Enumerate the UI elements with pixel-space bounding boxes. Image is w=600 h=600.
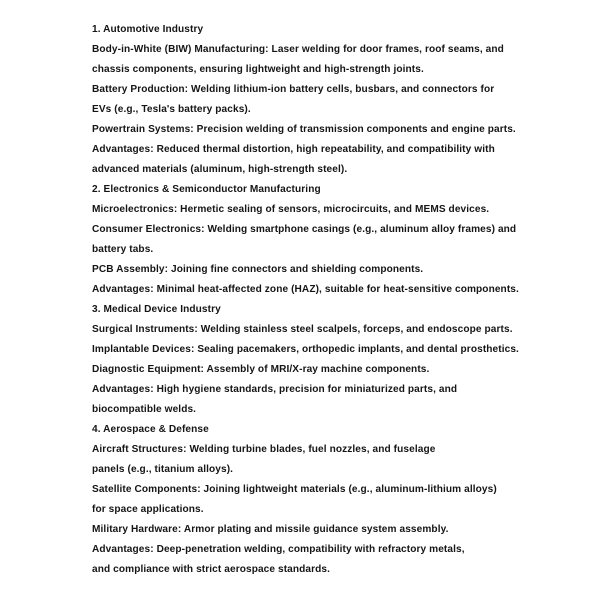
text-line: Implantable Devices: Sealing pacemakers, orthopedic implants, and dental prosthetics.	[92, 344, 519, 355]
text-line: for space applications.	[92, 504, 204, 515]
section-heading: 2. Electronics & Semiconductor Manufacturing	[92, 184, 321, 195]
text-line: PCB Assembly: Joining fine connectors and shielding components.	[92, 264, 424, 275]
text-line: advanced materials (aluminum, high-strength steel).	[92, 164, 348, 175]
text-line: and compliance with strict aerospace standards.	[92, 564, 331, 575]
text-line: Satellite Components: Joining lightweight materials (e.g., aluminum-lithium alloys)	[92, 484, 497, 495]
text-line: Microelectronics: Hermetic sealing of sensors, microcircuits, and MEMS devices.	[92, 204, 490, 215]
text-line: Advantages: High hygiene standards, precision for miniaturized parts, and	[92, 384, 458, 395]
section-heading: 1. Automotive Industry	[92, 24, 204, 35]
text-line: Body-in-White (BIW) Manufacturing: Laser welding for door frames, roof seams, and	[92, 44, 504, 55]
document-content	[92, 20, 552, 580]
text-line: Diagnostic Equipment: Assembly of MRI/X-ray machine components.	[92, 364, 430, 375]
section-heading: 4. Aerospace & Defense	[92, 424, 209, 435]
text-line: panels (e.g., titanium alloys).	[92, 464, 234, 475]
text-line: Advantages: Deep-penetration welding, compatibility with refractory metals,	[92, 544, 465, 555]
text-line: Battery Production: Welding lithium-ion battery cells, busbars, and connectors for	[92, 84, 495, 95]
text-line: biocompatible welds.	[92, 404, 197, 415]
text-line: Consumer Electronics: Welding smartphone casings (e.g., aluminum alloy frames) and	[92, 224, 517, 235]
text-line: chassis components, ensuring lightweight and high-strength joints.	[92, 64, 424, 75]
text-line: Surgical Instruments: Welding stainless steel scalpels, forceps, and endoscope parts.	[92, 324, 513, 335]
text-line: battery tabs.	[92, 244, 154, 255]
text-line: Advantages: Minimal heat-affected zone (HAZ), suitable for heat-sensitive components.	[92, 284, 519, 295]
text-line: Military Hardware: Armor plating and missile guidance system assembly.	[92, 524, 449, 535]
text-line: Powertrain Systems: Precision welding of transmission components and engine parts.	[92, 124, 516, 135]
text-line: Aircraft Structures: Welding turbine blades, fuel nozzles, and fuselage	[92, 444, 436, 455]
text-line: Advantages: Reduced thermal distortion, high repeatability, and compatibility with	[92, 144, 495, 155]
section-heading: 3. Medical Device Industry	[92, 304, 221, 315]
text-line: EVs (e.g., Tesla's battery packs).	[92, 104, 251, 115]
